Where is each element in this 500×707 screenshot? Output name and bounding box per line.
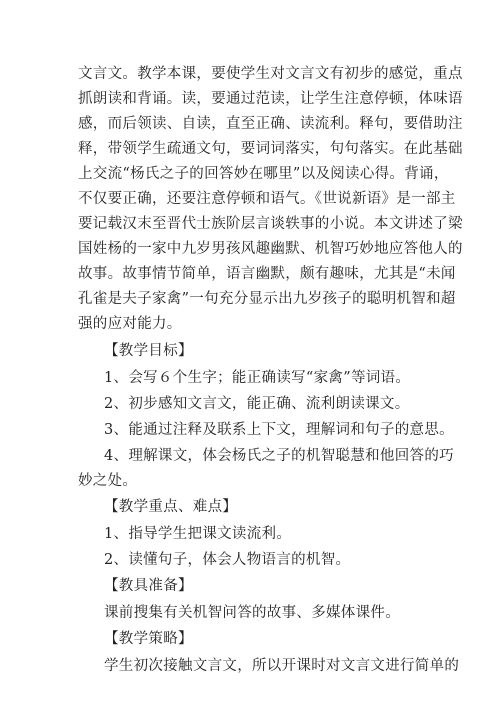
body-line: 孔雀是夫子家禽”一句充分显示出九岁孩子的聪明机智和超 [78,291,456,307]
section-heading-goals: 【教学目标】 [104,343,193,359]
body-line: 抓朗读和背诵。读，要通过范读，让学生注意停顿，体味语 [78,91,463,107]
goal-item: 3、能通过注释及联系上下文，理解词和句子的意思。 [104,422,454,438]
key-point-item: 1、指导学生把课文读流利。 [104,526,292,542]
body-line: 国姓杨的一家中九岁男孩风趣幽默、机智巧妙地应答他人的 [78,241,463,257]
body-line: 文言文。教学本课，要使学生对文言文有初步的感觉，重点 [78,66,463,82]
body-line: 上交流“杨氏之子的回答妙在哪里”以及阅读心得。背诵， [78,166,449,182]
goal-item: 1、会写６个生字；能正确读写“家禽”等词语。 [104,370,411,386]
body-line: 释，带领学生疏通文句，要词词落实，句句落实。在此基础 [78,141,463,157]
section-heading-prep: 【教具准备】 [104,578,193,594]
body-line: 感，而后领读、自读，直至正确、读流利。释句，要借助注 [78,116,463,132]
prep-text: 课前搜集有关机智问答的故事、多媒体课件。 [104,605,400,621]
section-heading-key-points: 【教学重点、难点】 [104,499,238,515]
key-point-item: 2、读懂句子，体会人物语言的机智。 [104,552,351,568]
strategy-text: 学生初次接触文言文，所以开课时对文言文进行简单的 [104,658,460,674]
goal-item-continuation: 妙之处。 [78,473,138,489]
body-line: 故事。故事情节简单，语言幽默，颇有趣味，尤其是“未闻 [78,266,456,282]
goal-item: 4、理解课文，体会杨氏之子的机智聪慧和他回答的巧 [104,448,454,464]
body-line: 强的应对能力。 [78,316,182,332]
goal-item: 2、初步感知文言文，能正确、流利朗读课文。 [104,396,410,412]
body-line: 不仅要正确，还要注意停顿和语气。《世说新语》是一部主 [78,191,456,207]
section-heading-strategy: 【教学策略】 [104,631,193,647]
body-line: 要记载汉末至晋代士族阶层言谈轶事的小说。本文讲述了梁 [78,216,463,232]
